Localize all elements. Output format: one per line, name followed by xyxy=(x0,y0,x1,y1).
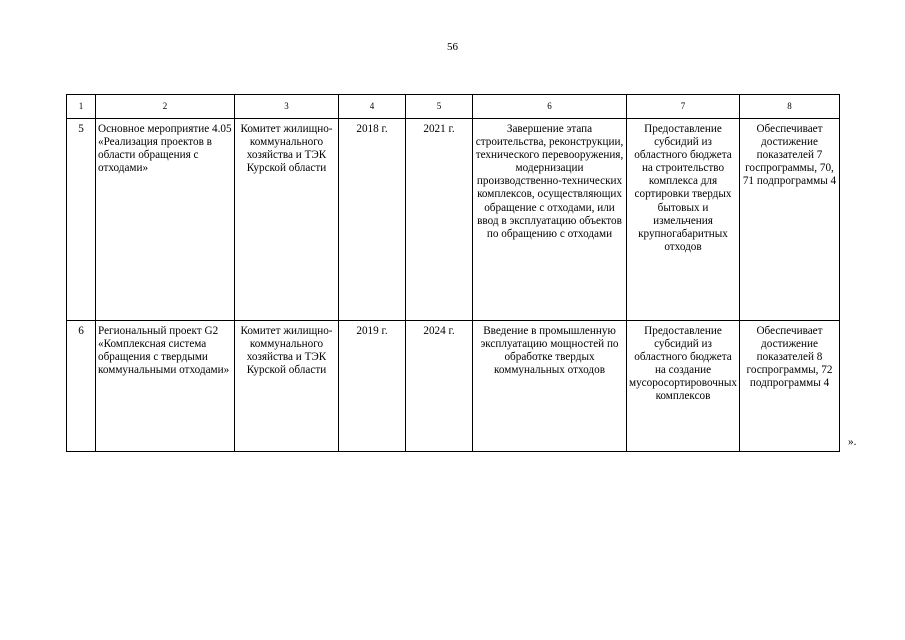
measure-content: Предоставление субсидий из областного бюджета на создание мусоросортировочных комплексов xyxy=(627,321,740,452)
column-header: 3 xyxy=(235,95,339,119)
measure-name: Региональный проект G2 «Комплексная система обращения с твердыми коммунальными отходами» xyxy=(96,321,235,452)
measure-name: Основное мероприятие 4.05 «Реализация проектов в области обращения с отходами» xyxy=(96,119,235,321)
executor: Комитет жилищно-коммунального хозяйства и ТЭК Курской области xyxy=(235,119,339,321)
indicators: Обеспечивает достижение показателей 7 госпрограммы, 70, 71 подпрограммы 4 xyxy=(740,119,840,321)
column-header: 7 xyxy=(627,95,740,119)
column-header: 6 xyxy=(473,95,627,119)
column-header: 5 xyxy=(406,95,473,119)
closing-quote-mark: ». xyxy=(848,436,857,448)
measure-content: Предоставление субсидий из областного бюджета на строительство комплекса для сортировки твердых бытовых и измельчения крупногабаритных отходов xyxy=(627,119,740,321)
row-number: 5 xyxy=(67,119,96,321)
row-number: 6 xyxy=(67,321,96,452)
column-header: 4 xyxy=(339,95,406,119)
start-year: 2018 г. xyxy=(339,119,406,321)
expected-result: Завершение этапа строительства, реконструкции, технического перевооружения, модернизации производственно-технических комплексов, осуществляющих обращение с отходами, или ввод в эксплуатацию объектов по обращению с отходами xyxy=(473,119,627,321)
column-header: 8 xyxy=(740,95,840,119)
column-header: 1 xyxy=(67,95,96,119)
executor: Комитет жилищно-коммунального хозяйства и ТЭК Курской области xyxy=(235,321,339,452)
measures-table xyxy=(66,94,840,452)
indicators: Обеспечивает достижение показателей 8 госпрограммы, 72 подпрограммы 4 xyxy=(740,321,840,452)
expected-result: Введение в промышленную эксплуатацию мощностей по обработке твердых коммунальных отходов xyxy=(473,321,627,452)
table-row xyxy=(67,119,840,321)
page-number: 56 xyxy=(447,41,458,53)
end-year: 2024 г. xyxy=(406,321,473,452)
column-header: 2 xyxy=(96,95,235,119)
table-row xyxy=(67,321,840,452)
start-year: 2019 г. xyxy=(339,321,406,452)
table-header-row xyxy=(67,95,840,119)
end-year: 2021 г. xyxy=(406,119,473,321)
